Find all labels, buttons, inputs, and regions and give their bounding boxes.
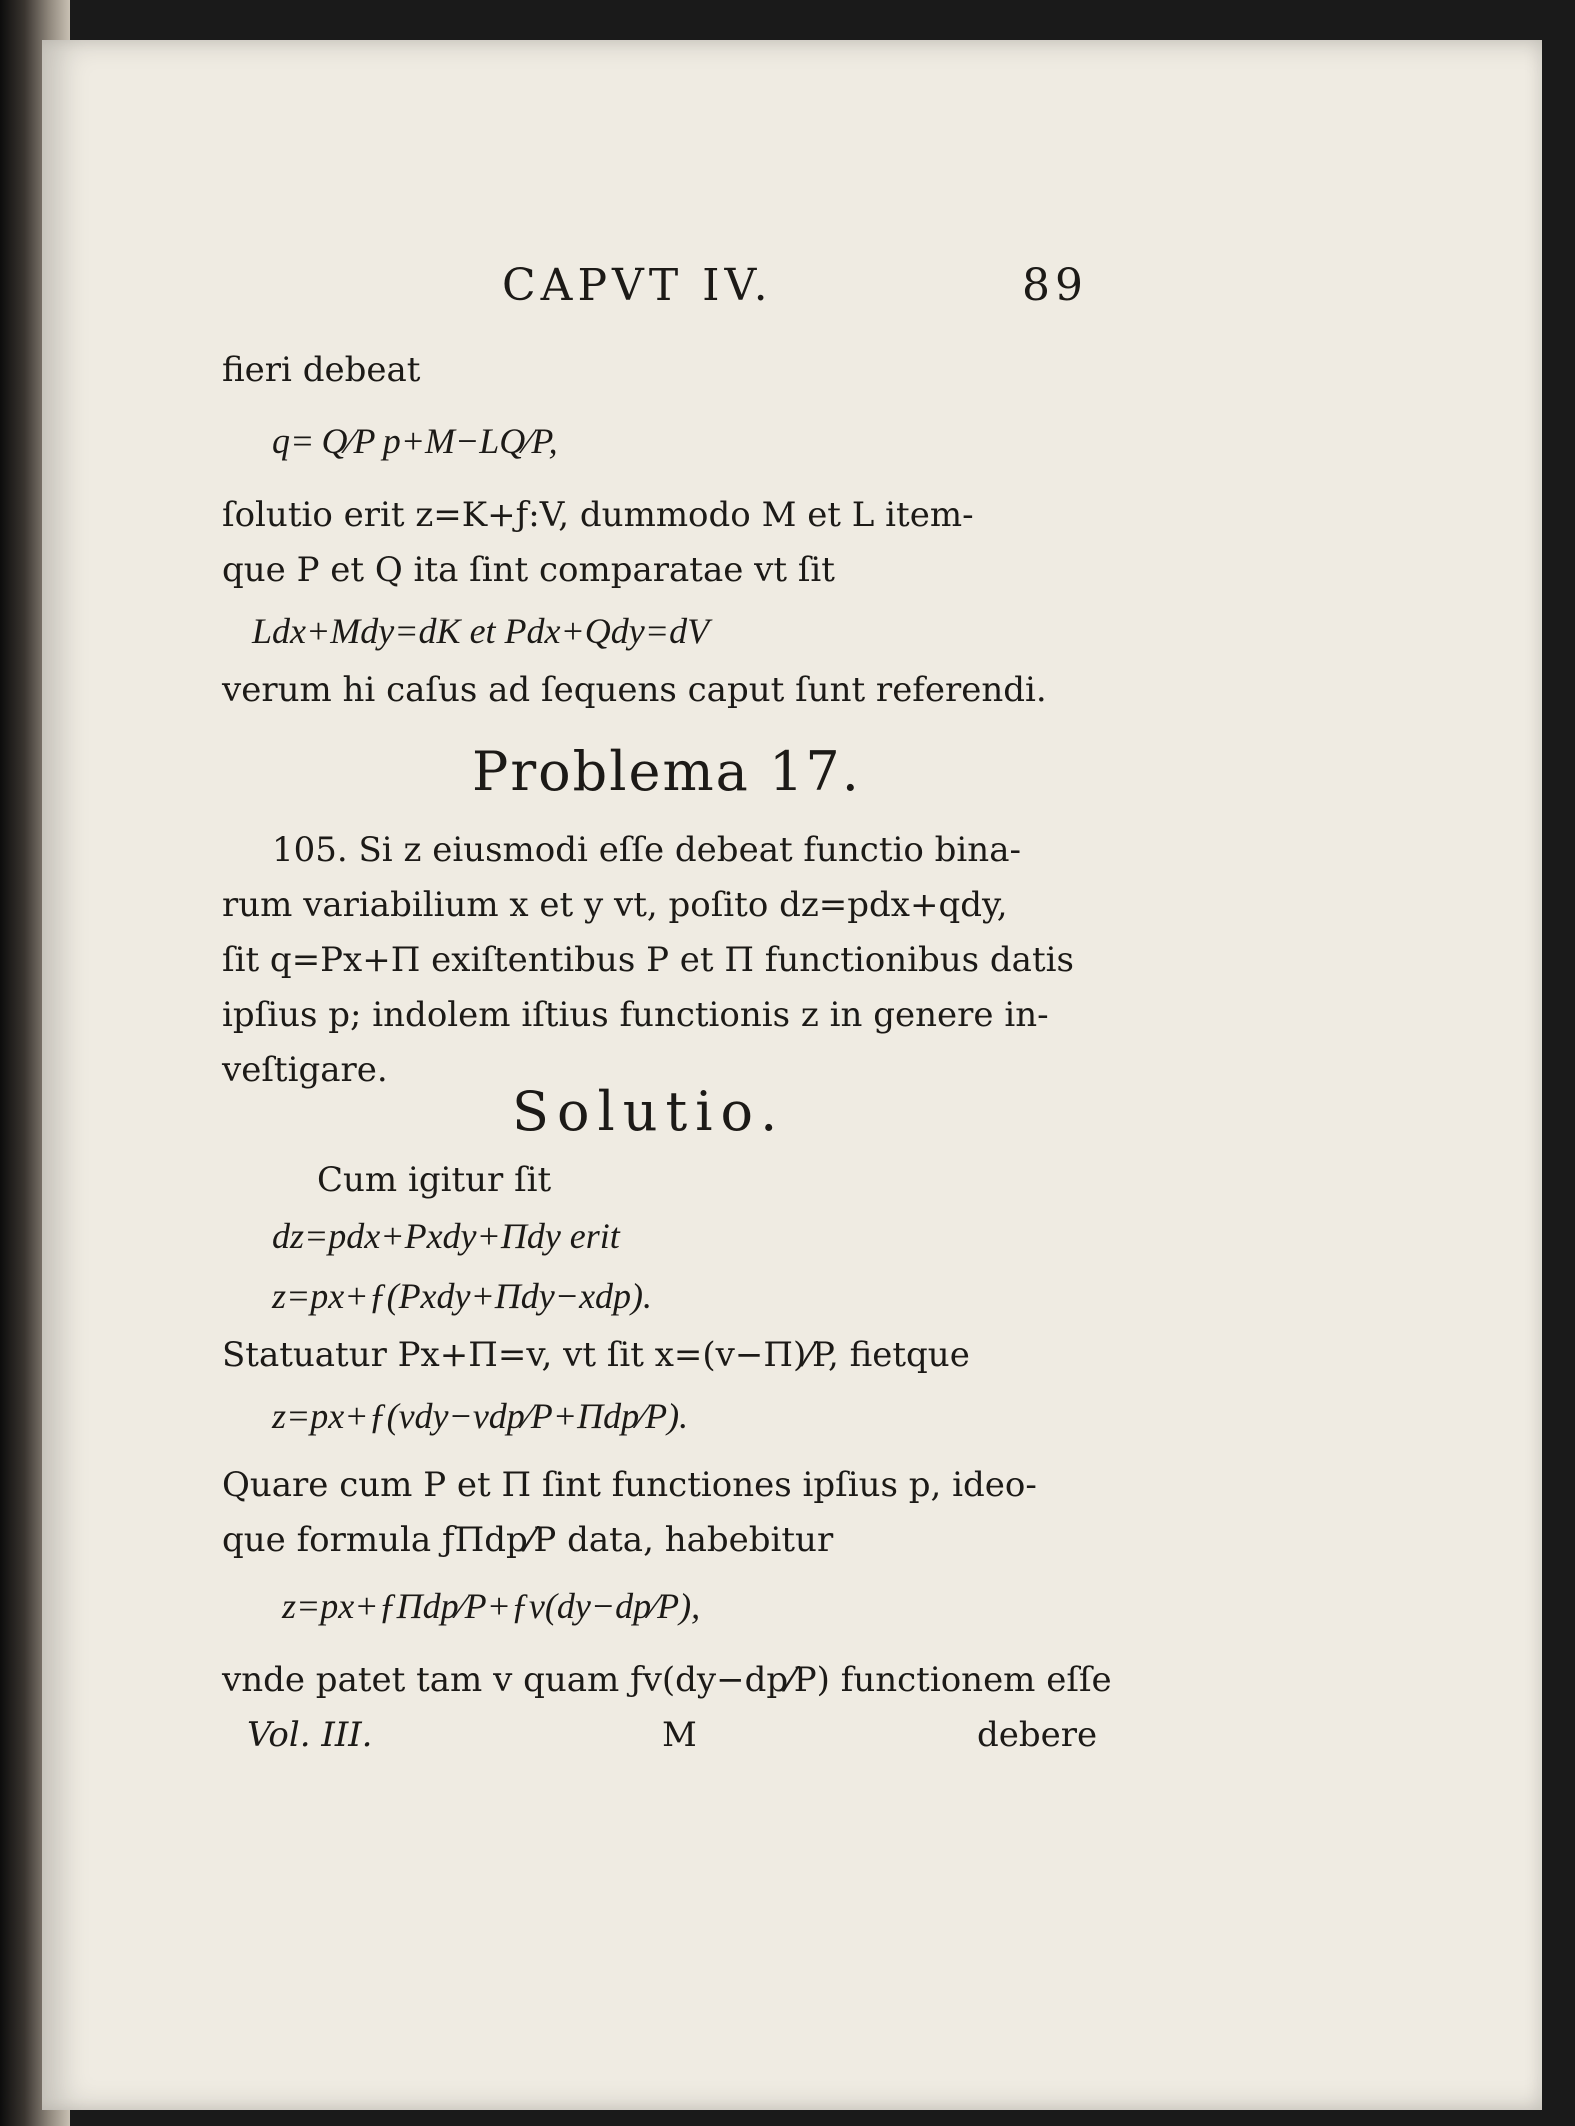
- problem-line-5: veſtigare.: [222, 1050, 388, 1090]
- footer-signature: M: [662, 1715, 697, 1755]
- solution-line-3: Quare cum P et Π ſint functiones ipſius p, ideo-: [222, 1465, 1037, 1505]
- equation-5: z=px+ƒ(vdy−vdp⁄P+Πdp⁄P).: [272, 1396, 689, 1436]
- equation-4: z=px+ƒ(Pxdy+Πdy−xdp).: [272, 1276, 653, 1316]
- problem-heading: Problema 17.: [472, 740, 861, 803]
- solution-line-2: Statuatur Px+Π=v, vt ſit x=(v−Π)⁄P, fietque: [222, 1335, 970, 1375]
- footer-volume: Vol. III.: [247, 1715, 373, 1755]
- solution-heading: Solutio.: [512, 1080, 786, 1143]
- footer-catchword: debere: [977, 1715, 1098, 1755]
- equation-2: Ldx+Mdy=dK et Pdx+Qdy=dV: [252, 611, 710, 651]
- text-line-4: verum hi caſus ad ſequens caput ſunt referendi.: [222, 670, 1047, 710]
- text-line-3: que P et Q ita ſint comparatae vt ſit: [222, 550, 835, 590]
- equation-6: z=px+ƒΠdp⁄P+ƒv(dy−dp⁄P),: [282, 1586, 701, 1626]
- problem-line-1: 105. Si z eiusmodi eſſe debeat functio bina-: [272, 830, 1021, 870]
- equation-3: dz=pdx+Pxdy+Πdy erit: [272, 1216, 620, 1256]
- page-number: 89: [1022, 260, 1088, 311]
- solution-line-4: que formula ƒΠdp⁄P data, habebitur: [222, 1520, 834, 1560]
- problem-line-4: ipſius p; indolem iſtius functionis z in genere in-: [222, 995, 1049, 1035]
- equation-1: q= Q⁄P p+M−LQ⁄P,: [272, 421, 558, 461]
- text-line-1: fieri debeat: [222, 350, 421, 390]
- running-head-title: CAPVT IV.: [502, 260, 773, 311]
- solution-line-5: vnde patet tam v quam ƒv(dy−dp⁄P) functionem eſſe: [222, 1660, 1112, 1700]
- solution-line-1: Cum igitur ſit: [317, 1160, 552, 1200]
- text-line-2: ſolutio erit z=K+ƒ:V, dummodo M et L item-: [222, 495, 974, 535]
- problem-line-3: ſit q=Px+Π exiſtentibus P et Π functionibus datis: [222, 940, 1074, 980]
- problem-line-2: rum variabilium x et y vt, poſito dz=pdx+qdy,: [222, 885, 1008, 925]
- book-page: [42, 40, 1542, 2110]
